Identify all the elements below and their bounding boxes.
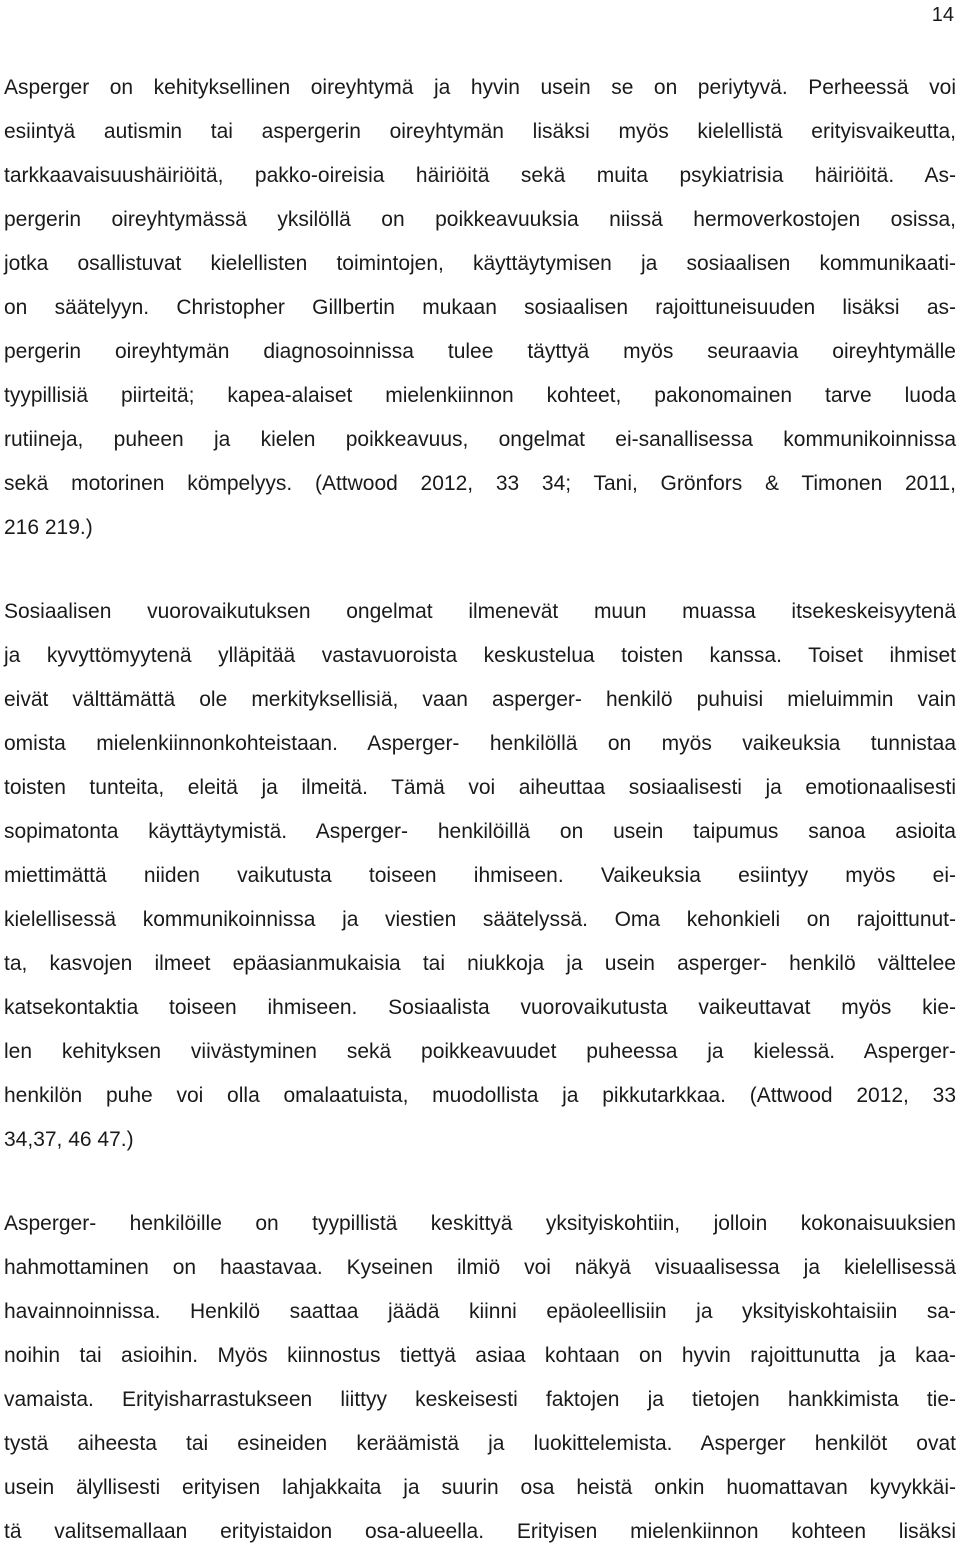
text-line: sopimatonta käyttäytymistä. Asperger- henkilöillä on usein taipumus sanoa asioita	[4, 820, 956, 843]
paragraph-1	[4, 66, 956, 550]
paragraph-2	[4, 590, 956, 1162]
text-line: pergerin oireyhtymän diagnosoinnissa tulee täyttyä myös seuraavia oireyhtymälle	[4, 340, 956, 363]
text-line: vamaista. Erityisharrastukseen liittyy keskeisesti faktojen ja tietojen hankkimista tie-	[4, 1388, 956, 1411]
text-line: pergerin oireyhtymässä yksilöllä on poikkeavuuksia niissä hermoverkostojen osissa,	[4, 208, 956, 231]
text-line: rutiineja, puheen ja kielen poikkeavuus, ongelmat ei-sanallisessa kommunikoinnissa	[4, 428, 956, 451]
text-line: ta, kasvojen ilmeet epäasianmukaisia tai niukkoja ja usein asperger- henkilö välttelee	[4, 952, 956, 975]
text-line: omista mielenkiinnonkohteistaan. Asperger- henkilöllä on myös vaikeuksia tunnistaa	[4, 732, 956, 755]
text-line: on säätelyyn. Christopher Gillbertin mukaan sosiaalisen rajoittuneisuuden lisäksi as-	[4, 296, 956, 319]
text-line: jotka osallistuvat kielellisten toimintojen, käyttäytymisen ja sosiaalisen kommunikaati-	[4, 252, 956, 275]
text-line: katsekontaktia toiseen ihmiseen. Sosiaalista vuorovaikutusta vaikeuttavat myös kie-	[4, 996, 956, 1019]
text-line: esiintyä autismin tai aspergerin oireyhtymän lisäksi myös kielellistä erityisvaikeutta,	[4, 120, 956, 143]
text-line: henkilön puhe voi olla omalaatuista, muodollista ja pikkutarkkaa. (Attwood 2012, 33	[4, 1084, 956, 1107]
text-line: noihin tai asioihin. Myös kiinnostus tiettyä asiaa kohtaan on hyvin rajoittunutta ja kaa-	[4, 1344, 956, 1367]
text-line: eivät välttämättä ole merkityksellisiä, vaan asperger- henkilö puhuisi mieluimmin vain	[4, 688, 956, 711]
text-line: tyypillisiä piirteitä; kapea-alaiset mielenkiinnon kohteet, pakonomainen tarve luoda	[4, 384, 956, 407]
page-number: 14	[931, 4, 954, 26]
text-line: toisten tunteita, eleitä ja ilmeitä. Tämä voi aiheuttaa sosiaalisesti ja emotionaalisesti	[4, 776, 956, 799]
text-line: Sosiaalisen vuorovaikutuksen ongelmat ilmenevät muun muassa itsekeskeisyytenä	[4, 600, 956, 623]
text-line: hahmottaminen on haastavaa. Kyseinen ilmiö voi näkyä visuaalisessa ja kielellisessä	[4, 1256, 956, 1279]
text-line: 216 219.)	[4, 516, 93, 539]
text-line: ja kyvyttömyytenä ylläpitää vastavuoroista keskustelua toisten kanssa. Toiset ihmiset	[4, 644, 956, 667]
paragraph-3	[4, 1202, 956, 1554]
text-line: sekä motorinen kömpelyys. (Attwood 2012, 33 34; Tani, Grönfors & Timonen 2011,	[4, 472, 956, 495]
text-line: usein älyllisesti erityisen lahjakkaita ja suurin osa heistä onkin huomattavan kyvykkäi-	[4, 1476, 956, 1499]
text-line: tarkkaavaisuushäiriöitä, pakko-oireisia häiriöitä sekä muita psykiatrisia häiriöitä. As-	[4, 164, 956, 187]
text-line: miettimättä niiden vaikutusta toiseen ihmiseen. Vaikeuksia esiintyy myös ei-	[4, 864, 956, 887]
text-line: havainnoinnissa. Henkilö saattaa jäädä kiinni epäoleellisiin ja yksityiskohtaisiin sa-	[4, 1300, 956, 1323]
text-line: tystä aiheesta tai esineiden keräämistä ja luokittelemista. Asperger henkilöt ovat	[4, 1432, 956, 1455]
text-line: Asperger on kehityksellinen oireyhtymä ja hyvin usein se on periytyvä. Perheessä voi	[4, 76, 956, 99]
text-line: kielellisessä kommunikoinnissa ja viestien säätelyssä. Oma kehonkieli on rajoittunut-	[4, 908, 956, 931]
text-line: len kehityksen viivästyminen sekä poikkeavuudet puheessa ja kielessä. Asperger-	[4, 1040, 956, 1063]
text-line: tä valitsemallaan erityistaidon osa-alueella. Erityisen mielenkiinnon kohteen lisäksi	[4, 1520, 956, 1543]
text-line: 34,37, 46 47.)	[4, 1128, 134, 1151]
text-line: Asperger- henkilöille on tyypillistä keskittyä yksityiskohtiin, jolloin kokonaisuuksien	[4, 1212, 956, 1235]
